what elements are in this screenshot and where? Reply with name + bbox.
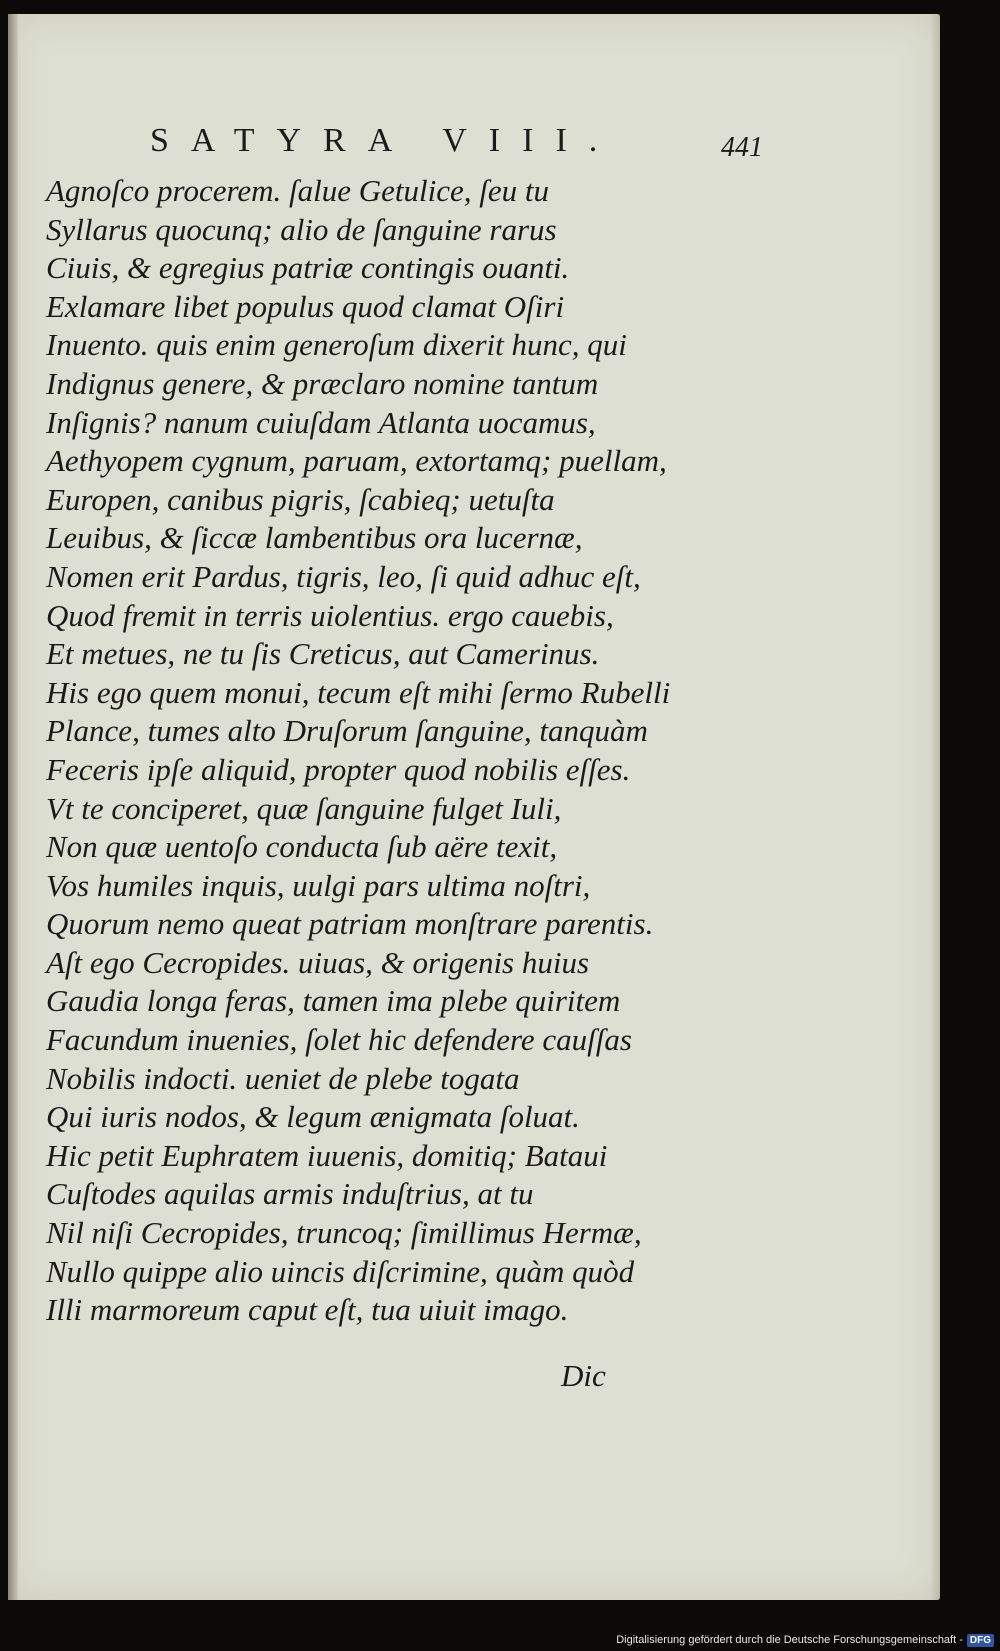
verse-line: Vt te conciperet, quæ ſanguine fulget Iuli, — [46, 790, 562, 826]
verse-line: Nil niſi Cecropides, truncoq; ſimillimus Hermæ, — [46, 1215, 642, 1251]
verse-line: Aſt ego Cecropides. uiuas, & origenis huius — [46, 944, 590, 980]
verse-line: Nullo quippe alio uincis diſcrimine, quàm quòd — [46, 1253, 635, 1289]
page-number: 441 — [721, 132, 763, 163]
verse-line: Plance, tumes alto Druſorum ſanguine, tanquàm — [46, 713, 648, 749]
book-page — [8, 14, 940, 1600]
digitization-footer — [616, 1631, 994, 1649]
verse-line: Agnoſco procerem. ſalue Getulice, ſeu tu — [46, 173, 550, 208]
verse-line: Quod fremit in terris uiolentius. ergo cauebis, — [46, 597, 614, 633]
verse-line: Nobilis indocti. ueniet de plebe togata — [46, 1060, 520, 1096]
verse-line: Inuento. quis enim generoſum dixerit hunc, qui — [46, 327, 627, 363]
verse-line: Non quæ uentoſo conducta ſub aëre texit, — [46, 829, 558, 865]
verse-line: Et metues, ne tu ſis Creticus, aut Camerinus. — [46, 636, 600, 672]
dfg-logo-icon: DFG — [967, 1634, 994, 1647]
verse-line: Exlamare libet populus quod clamat Oſiri — [46, 288, 565, 324]
verse-line: Feceris ipſe aliquid, propter quod nobilis eſſes. — [46, 751, 631, 787]
verse-line: Facundum inuenies, ſolet hic defendere cauſſas — [46, 1022, 632, 1058]
verse-line: Illi marmoreum caput eſt, tua uiuit imago. — [46, 1292, 569, 1328]
verse-line: Quorum nemo queat patriam monſtrare parentis. — [46, 906, 654, 942]
verse-line: Cuſtodes aquilas armis induſtrius, at tu — [46, 1176, 534, 1212]
verse-line: Hic petit Euphratem iuuenis, domitiq; Bataui — [46, 1137, 608, 1173]
verse-line: Leuibus, & ſiccæ lambentibus ora lucernæ, — [46, 520, 583, 556]
verse-line: Indignus genere, & præclaro nomine tantum — [46, 365, 599, 401]
catchword: Dic — [561, 1358, 606, 1393]
verse-line: Europen, canibus pigris, ſcabieq; uetuſta — [46, 481, 555, 517]
verse-line: Syllarus quocunq; alio de ſanguine rarus — [46, 211, 557, 247]
verse-line: Vos humiles inquis, uulgi pars ultima noſtri, — [46, 867, 591, 903]
page-edge-shadow — [930, 14, 940, 1600]
running-head: SATYRA VIII. — [150, 122, 620, 159]
funding-credit: Digitalisierung gefördert durch die Deutsche Forschungsgemeinschaft - — [616, 1634, 963, 1646]
page-gutter — [8, 14, 18, 1600]
verse-line: Qui iuris nodos, & legum ænigmata ſoluat. — [46, 1099, 580, 1135]
verse-line: His ego quem monui, tecum eſt mihi ſermo Rubelli — [46, 674, 671, 710]
verse-line: Ciuis, & egregius patriæ contingis ouanti. — [46, 250, 570, 286]
verse-line: Aethyopem cygnum, paruam, extortamq; puellam, — [46, 443, 667, 479]
verse-line: Nomen erit Pardus, tigris, leo, ſi quid adhuc eſt, — [46, 558, 641, 594]
verse-line: Inſignis? nanum cuiuſdam Atlanta uocamus, — [46, 404, 596, 440]
verse-line: Gaudia longa feras, tamen ima plebe quiritem — [46, 983, 621, 1019]
verse-text — [46, 172, 670, 1330]
